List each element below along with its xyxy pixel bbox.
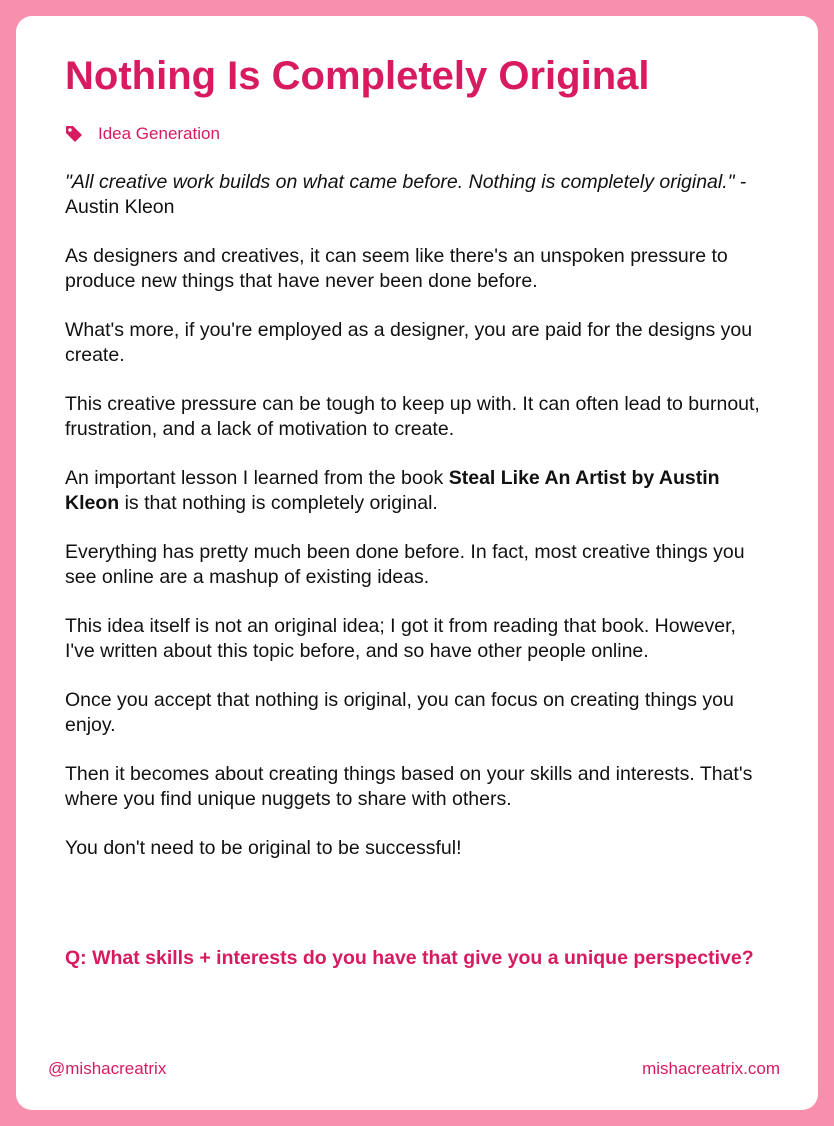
- footer-website[interactable]: mishacreatrix.com: [642, 1059, 780, 1078]
- tag-label: Idea Generation: [98, 124, 220, 143]
- quote-text: "All creative work builds on what came before. Nothing is completely original.": [65, 171, 735, 193]
- reflection-question: Q: What skills + interests do you have that give you a unique perspective?: [65, 947, 754, 969]
- book-title: Steal Like An Artist by Austin Kleon: [65, 467, 720, 514]
- page-title: Nothing Is Completely Original: [65, 54, 650, 98]
- post-card: [16, 16, 818, 1110]
- article-body: [65, 170, 765, 886]
- quote-attribution: - Austin Kleon: [65, 171, 747, 218]
- paragraph: As designers and creatives, it can seem like there's an unspoken pressure to produce new things that have never been done before.: [65, 245, 728, 292]
- quote-paragraph: [65, 170, 765, 219]
- lesson-paragraph: [65, 466, 765, 515]
- paragraph: This idea itself is not an original idea; I got it from reading that book. However, I've written about this topic before, and so have other people online.: [65, 615, 736, 662]
- lesson-after: is that nothing is completely original.: [119, 491, 438, 514]
- paragraph: This creative pressure can be tough to keep up with. It can often lead to burnout, frustration, and a lack of motivation to create.: [65, 393, 760, 440]
- paragraph: Once you accept that nothing is original, you can focus on creating things you enjoy.: [65, 689, 734, 736]
- category-tag[interactable]: [65, 123, 220, 145]
- paragraph: Then it becomes about creating things based on your skills and interests. That's where you find unique nuggets to share with others.: [65, 763, 753, 810]
- lesson-before: An important lesson I learned from the book: [65, 467, 449, 489]
- paragraph: You don't need to be original to be successful!: [65, 837, 462, 859]
- footer-handle[interactable]: @mishacreatrix: [48, 1059, 167, 1078]
- paragraph: Everything has pretty much been done before. In fact, most creative things you see online are a mashup of existing ideas.: [65, 541, 745, 588]
- tag-icon: [65, 125, 83, 143]
- paragraph: What's more, if you're employed as a designer, you are paid for the designs you create.: [65, 319, 753, 366]
